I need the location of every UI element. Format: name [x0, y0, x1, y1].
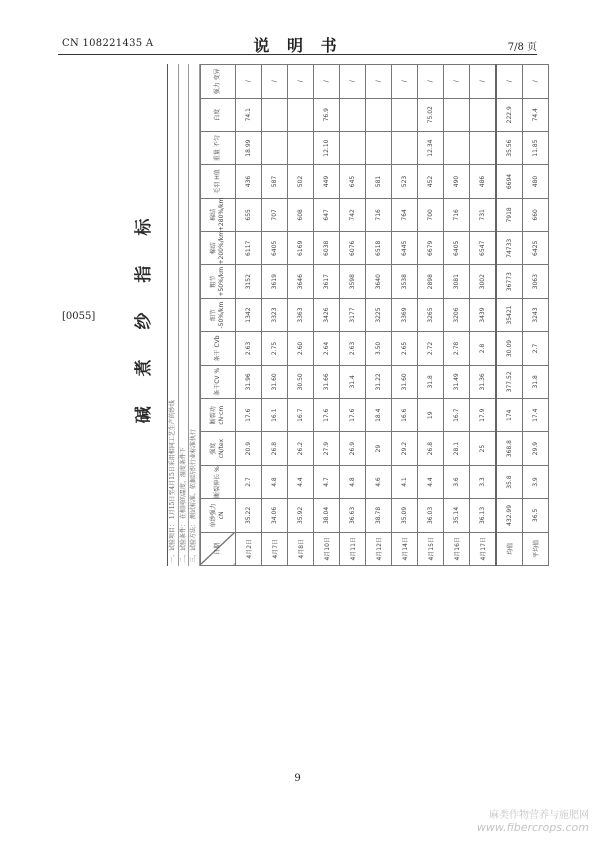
table-cell: 35.92: [287, 499, 313, 532]
table-cell: 6076: [339, 232, 365, 265]
table-cell: 3.3: [469, 465, 496, 498]
table-note: 二、试验条件： 在相同的温度、湿度条件下: [179, 64, 190, 566]
table-cell: [443, 98, 469, 131]
table-cell: 645: [339, 165, 365, 198]
row-date-cell: 4月11日: [339, 532, 365, 565]
table-cell: 3439: [469, 298, 496, 331]
row-date-cell: 平均值: [522, 532, 548, 565]
table-cell: 3206: [443, 298, 469, 331]
column-header: 断裂功 cN·cm: [200, 399, 235, 432]
table-row: [417, 65, 443, 566]
table-cell: 17.4: [522, 399, 548, 432]
table-cell: /: [339, 65, 365, 99]
table-cell: 31.36: [469, 365, 496, 398]
table-cell: 34.06: [261, 499, 287, 532]
table-cell: 6694: [496, 165, 523, 198]
table-cell: 3002: [469, 265, 496, 298]
table-cell: 1342: [235, 298, 261, 331]
table-cell: 660: [522, 198, 548, 231]
table-row: [287, 65, 313, 566]
row-date-cell: 4月15日: [417, 532, 443, 565]
table-cell: 3265: [417, 298, 443, 331]
table-cell: 3243: [522, 298, 548, 331]
column-header: 毛羽 H值: [200, 165, 235, 198]
table-cell: 74.4: [522, 98, 548, 131]
table-cell: 36773: [496, 265, 523, 298]
table-cell: 31.66: [313, 365, 339, 398]
column-header: 棉结 +280%/km: [200, 198, 235, 231]
table-cell: 18.4: [365, 399, 391, 432]
table-cell: 2.72: [417, 332, 443, 365]
row-date-cell: 4月14日: [391, 532, 417, 565]
table-cell: 17.9: [469, 399, 496, 432]
table-cell: 731: [469, 198, 496, 231]
table-cell: 3538: [391, 265, 417, 298]
table-cell: 3225: [365, 298, 391, 331]
table-cell: 31.22: [365, 365, 391, 398]
table-cell: 16.1: [261, 399, 287, 432]
table-cell: 2.8: [469, 332, 496, 365]
table-cell: 6405: [443, 232, 469, 265]
table-cell: 716: [365, 198, 391, 231]
table-cell: 17.6: [235, 399, 261, 432]
table-cell: /: [443, 65, 469, 99]
table-cell: 3646: [287, 265, 313, 298]
table-cell: 12.10: [313, 131, 339, 164]
patent-number: CN 108221435 A: [62, 38, 154, 49]
table-cell: 6169: [287, 232, 313, 265]
table-cell: 486: [469, 165, 496, 198]
row-date-cell: 4月12日: [365, 532, 391, 565]
table-cell: [339, 98, 365, 131]
table-cell: 35.09: [391, 499, 417, 532]
column-header: 条干CV %: [200, 365, 235, 398]
table-cell: 29: [365, 432, 391, 465]
table-cell: 4.6: [365, 465, 391, 498]
table-cell: 6405: [261, 232, 287, 265]
table-note: 一、试验项目： 1月15日至4月15日采用相同工艺生产的纱线: [168, 64, 179, 566]
table-row: [443, 65, 469, 566]
table-cell: /: [235, 65, 261, 99]
table-cell: 2.65: [391, 332, 417, 365]
table-cell: 6547: [469, 232, 496, 265]
table-cell: /: [496, 65, 523, 99]
column-header: 单纱强力 cN: [200, 499, 235, 532]
table-cell: 3.6: [443, 465, 469, 498]
column-header: 强度 cN/tex: [200, 432, 235, 465]
table-cell: 432.99: [496, 499, 523, 532]
table-cell: 20.9: [235, 432, 261, 465]
table-row: [391, 65, 417, 566]
table-cell: 3.9: [522, 465, 548, 498]
table-cell: 38.78: [365, 499, 391, 532]
table-cell: 74733: [496, 232, 523, 265]
table-cell: 35.8: [496, 465, 523, 498]
table-cell: 35.22: [235, 499, 261, 532]
table-cell: 581: [365, 165, 391, 198]
table-cell: 30.50: [287, 365, 313, 398]
table-title: 碱 煮 纱 指 标: [134, 206, 154, 424]
table-cell: [391, 131, 417, 164]
table-cell: 29.9: [522, 432, 548, 465]
table-cell: 587: [261, 165, 287, 198]
table-cell: 4.4: [417, 465, 443, 498]
header-divider: [58, 54, 537, 55]
table-cell: 29.2: [391, 432, 417, 465]
table-cell: 2.7: [522, 332, 548, 365]
table-cell: /: [313, 65, 339, 99]
table-cell: /: [391, 65, 417, 99]
table-cell: 35.14: [443, 499, 469, 532]
table-cell: 7918: [496, 198, 523, 231]
table-title-area: [113, 64, 168, 566]
table-row: [365, 65, 391, 566]
table-cell: 74.1: [235, 98, 261, 131]
table-row: [235, 65, 261, 566]
row-date-cell: 4月7日: [261, 532, 287, 565]
table-cell: 30.09: [496, 332, 523, 365]
column-header: 粗节 +50%/km: [200, 265, 235, 298]
table-cell: 436: [235, 165, 261, 198]
table-cell: 449: [313, 165, 339, 198]
paragraph-number: [0055]: [62, 311, 96, 322]
table-cell: 3081: [443, 265, 469, 298]
table-cell: 6038: [313, 232, 339, 265]
table-cell: 16.6: [391, 399, 417, 432]
table-body: [235, 65, 548, 566]
table-cell: 35421: [496, 298, 523, 331]
table-cell: [261, 131, 287, 164]
table-cell: [287, 131, 313, 164]
table-cell: 480: [522, 165, 548, 198]
table-cell: 18.99: [235, 131, 261, 164]
table-cell: [339, 131, 365, 164]
table-cell: 28.1: [443, 432, 469, 465]
table-cell: 3426: [313, 298, 339, 331]
table-cell: 36.13: [469, 499, 496, 532]
table-cell: 3640: [365, 265, 391, 298]
table-cell: /: [417, 65, 443, 99]
table-cell: 4.1: [391, 465, 417, 498]
table-cell: 2.75: [261, 332, 287, 365]
table-cell: 764: [391, 198, 417, 231]
page-number: 9: [294, 773, 301, 784]
table-cell: 19: [417, 399, 443, 432]
table-cell: 3152: [235, 265, 261, 298]
table-cell: 174: [496, 399, 523, 432]
table-cell: 35.56: [496, 131, 523, 164]
table-cell: 2.63: [339, 332, 365, 365]
table-cell: [391, 98, 417, 131]
table-cell: 31.96: [235, 365, 261, 398]
watermark: [477, 806, 589, 834]
table-cell: 4.8: [261, 465, 287, 498]
table-header-row: [200, 65, 235, 566]
scanned-table-image: [113, 64, 540, 566]
table-note: 三、试验方法： 测试标准，依据纺织行业标准执行: [189, 64, 200, 566]
watermark-logo: www.fibercrops.com: [476, 821, 589, 834]
document-title: 说 明 书: [253, 36, 343, 55]
column-header: 棉结 +200%/km: [200, 232, 235, 265]
table-cell: 6117: [235, 232, 261, 265]
table-cell: 26.8: [261, 432, 287, 465]
table-cell: 647: [313, 198, 339, 231]
table-cell: 2.63: [235, 332, 261, 365]
table-cell: 2.78: [443, 332, 469, 365]
table-cell: 75.02: [417, 98, 443, 131]
table-cell: 6518: [365, 232, 391, 265]
table-cell: 31.49: [443, 365, 469, 398]
table-cell: 38.04: [313, 499, 339, 532]
table-cell: [469, 131, 496, 164]
table-cell: 4.8: [339, 465, 365, 498]
table-cell: 16.7: [287, 399, 313, 432]
table-cell: 3617: [313, 265, 339, 298]
table-cell: 2.64: [313, 332, 339, 365]
row-date-cell: 4月8日: [287, 532, 313, 565]
table-cell: 3369: [391, 298, 417, 331]
table-cell: 502: [287, 165, 313, 198]
column-header: 细节 -50%/km: [200, 298, 235, 331]
table-cell: 4.4: [287, 465, 313, 498]
column-header: 条干 CVb: [200, 332, 235, 365]
table-cell: 2.60: [287, 332, 313, 365]
rotated-table: [113, 64, 540, 566]
table-cell: 3177: [339, 298, 365, 331]
table-cell: 6679: [417, 232, 443, 265]
table-cell: /: [522, 65, 548, 99]
table-cell: 27.9: [313, 432, 339, 465]
table-cell: [287, 98, 313, 131]
row-date-cell: 4月16日: [443, 532, 469, 565]
table-cell: 4.7: [313, 465, 339, 498]
table-cell: 742: [339, 198, 365, 231]
table-cell: 36.5: [522, 499, 548, 532]
table-cell: 26.9: [339, 432, 365, 465]
table-row: [261, 65, 287, 566]
table-cell: 3619: [261, 265, 287, 298]
table-cell: 36.03: [417, 499, 443, 532]
table-cell: 368.8: [496, 432, 523, 465]
data-table: [200, 64, 549, 566]
row-date-cell: 均值: [496, 532, 523, 565]
table-cell: 31.60: [261, 365, 287, 398]
column-header: 白度: [200, 98, 235, 131]
table-cell: 26.2: [287, 432, 313, 465]
table-row: [496, 65, 523, 566]
table-cell: [261, 98, 287, 131]
table-cell: /: [469, 65, 496, 99]
table-cell: 11.85: [522, 131, 548, 164]
table-row: [522, 65, 548, 566]
table-cell: 222.9: [496, 98, 523, 131]
table-cell: 31.60: [391, 365, 417, 398]
table-cell: 490: [443, 165, 469, 198]
table-row: [313, 65, 339, 566]
table-row: [469, 65, 496, 566]
table-cell: 3323: [261, 298, 287, 331]
table-cell: 2898: [417, 265, 443, 298]
column-header: 断裂伸长 %: [200, 465, 235, 498]
table-cell: 655: [235, 198, 261, 231]
table-cell: 25: [469, 432, 496, 465]
table-cell: 523: [391, 165, 417, 198]
table-cell: 12.34: [417, 131, 443, 164]
row-date-cell: 4月10日: [313, 532, 339, 565]
table-cell: [443, 131, 469, 164]
table-cell: /: [261, 65, 287, 99]
table-cell: 31.8: [417, 365, 443, 398]
table-cell: 31.4: [339, 365, 365, 398]
table-cell: 26.8: [417, 432, 443, 465]
table-cell: 3598: [339, 265, 365, 298]
table-cell: [365, 131, 391, 164]
table-cell: 76.9: [313, 98, 339, 131]
table-cell: 707: [261, 198, 287, 231]
table-cell: [469, 98, 496, 131]
table-cell: 3063: [522, 265, 548, 298]
table-cell: /: [287, 65, 313, 99]
table-cell: 716: [443, 198, 469, 231]
row-date-cell: 4月17日: [469, 532, 496, 565]
column-header-date: 日期: [200, 532, 235, 565]
table-row: [339, 65, 365, 566]
table-cell: 16.7: [443, 399, 469, 432]
column-header: 强力 变异: [200, 65, 235, 99]
table-cell: 377.52: [496, 365, 523, 398]
table-cell: 6425: [522, 232, 548, 265]
table-cell: 3.50: [365, 332, 391, 365]
page-indicator: 7/8 页: [507, 42, 537, 53]
table-cell: /: [365, 65, 391, 99]
table-cell: 608: [287, 198, 313, 231]
row-date-cell: 4月2日: [235, 532, 261, 565]
table-cell: 31.8: [522, 365, 548, 398]
table-cell: 2.7: [235, 465, 261, 498]
watermark-logo: 麻类作物营养与施肥网: [489, 810, 589, 821]
column-header: 重量 不匀: [200, 131, 235, 164]
table-cell: 36.63: [339, 499, 365, 532]
table-cell: 700: [417, 198, 443, 231]
table-cell: 17.6: [339, 399, 365, 432]
table-cell: 452: [417, 165, 443, 198]
table-cell: 3363: [287, 298, 313, 331]
table-cell: 17.6: [313, 399, 339, 432]
table-cell: 6445: [391, 232, 417, 265]
table-cell: [365, 98, 391, 131]
